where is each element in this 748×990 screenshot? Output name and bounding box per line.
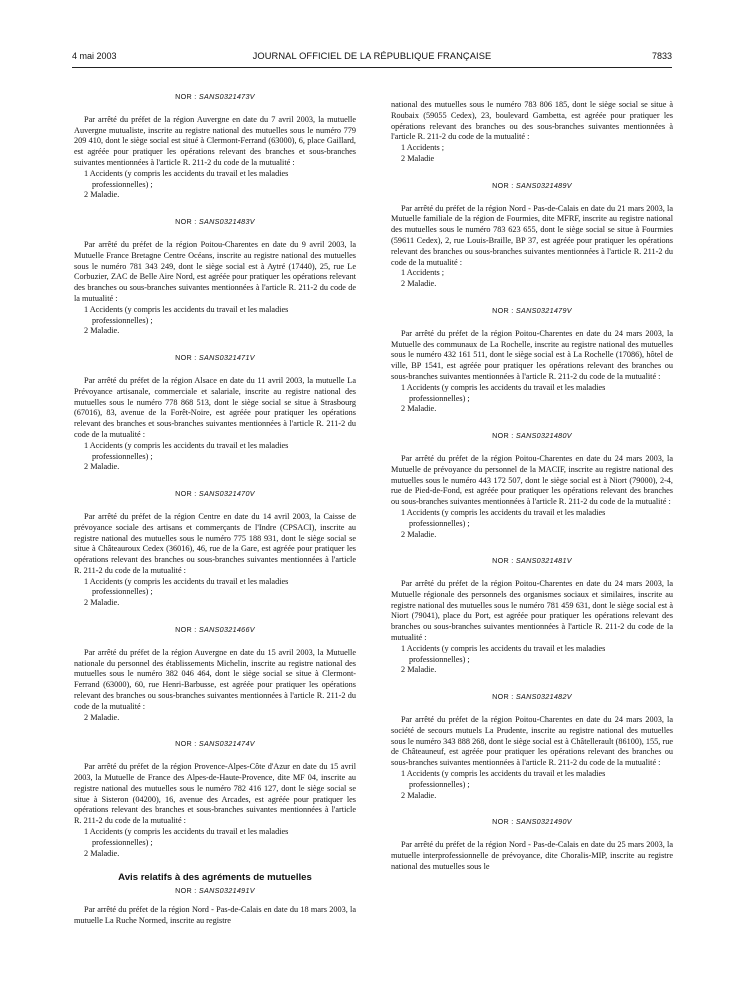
notice-text: Par arrêté du préfet de la région Poitou-Charentes en date du 24 mars 2003, la société de secours mutuels La Prudente, inscrite au registre national des mutuelles sous le numéro 343 888 268, dont le siège social est à Châtellerault (86100), 155, rue de Châteauneuf, est agréée pour pratiquer les opérations relevant des branches ou sous-branches suivantes mentionnées à l'article R. 211-2 du code de la mutualité : [391, 715, 673, 768]
list-item: professionnelles) ; [409, 518, 470, 528]
notice [74, 92, 356, 201]
list-item: professionnelles) ; [92, 451, 153, 461]
list-item: 1 Accidents ; [401, 268, 445, 278]
notice [391, 306, 673, 415]
notice [391, 817, 673, 872]
nor-reference: NOR : SANS0321482V [492, 692, 572, 702]
list-item: 1 Accidents (y compris les accidents du travail et les maladies [401, 382, 606, 392]
list-item: 1 Accidents (y compris les accidents du travail et les maladies [84, 304, 289, 314]
list-item: 2 Maladie. [401, 404, 437, 414]
notice-text: Par arrêté du préfet de la région Poitou-Charentes en date du 24 mars 2003, la Mutuelle des communaux de La Rochelle, inscrite au registre national des mutuelles sous le numéro 432 161 511, dont le siège social est à La Rochelle (17086), hôtel de ville, BP 1541, est agréée pour pratiquer les opérations relevant des branches ou sous-branches suivantes mentionnées à l'article R. 211-2 du code de la mutualité : [391, 328, 673, 381]
list-item: 2 Maladie. [84, 848, 120, 858]
notice-text: Par arrêté du préfet de la région Poitou-Charentes en date du 9 avril 2003, la Mutuelle France Bretagne Centre Océans, inscrite au registre national des mutuelles sous le numéro 781 343 249, dont le siège social est à Aytré (17440), 25, rue Le Corbuzier, ZAC de Belle Aire Nord, est agréée pour pratiquer les opérations relevant des branches ou sous-branches suivantes mentionnées à l'article R. 211-2 du code de la mutualité : [74, 239, 356, 303]
notice [74, 739, 356, 859]
list-item: 1 Accidents (y compris les accidents du travail et les maladies [401, 643, 606, 653]
notice-continuation [391, 100, 673, 165]
nor-reference: NOR : SANS0321471V [175, 353, 255, 363]
notice-text: Par arrêté du préfet de la région Provence-Alpes-Côte d'Azur en date du 15 avril 2003, la Mutuelle de France des Alpes-de-Haute-Provence, dite MF 04, inscrite au registre national des mutuelles sous le numéro 782 416 127, dont le siège social se situe à Sisteron (04200), 16, avenue des Arcades, est agréée pour pratiquer les opérations relevant des branches et sous-branches suivantes mentionnées à l'article R. 211-2 du code de la mutualité : [74, 762, 356, 826]
nor-reference: NOR : SANS0321483V [175, 217, 255, 227]
notice [74, 217, 356, 337]
list-item: 2 Maladie. [401, 790, 437, 800]
nor-reference: NOR : SANS0321489V [492, 180, 572, 190]
list-item: 1 Accidents (y compris les accidents du travail et les maladies [84, 168, 289, 178]
nor-reference: NOR : SANS0321491V [175, 886, 255, 896]
nor-reference: NOR : SANS0321480V [492, 431, 572, 441]
list-item: professionnelles) ; [409, 393, 470, 403]
list-item: 2 Maladie. [84, 712, 120, 722]
issue-date: 4 mai 2003 [72, 51, 117, 61]
notice [74, 489, 356, 609]
list-item: 2 Maladie. [84, 326, 120, 336]
list-item: professionnelles) ; [409, 654, 470, 664]
left-column [74, 92, 356, 927]
nor-reference: NOR : SANS0321479V [492, 305, 572, 315]
list-item: 1 Accidents (y compris les accidents du travail et les maladies [401, 769, 606, 779]
notice-text: Par arrêté du préfet de la région Auvergne en date du 15 avril 2003, la Mutuelle nationale du personnel des établissements Michelin, inscrite au registre national des mutuelles sous le numéro 382 046 464, dont le siège social se situe à Clermont-Ferrand (63000), 60, rue Henri-Barbusse, est agréée pour pratiquer les opérations relevant des branches ou sous-branches suivantes mentionnées à l'article R. 211-2 du code de la mutualité : [74, 647, 356, 711]
nor-reference: NOR : SANS0321470V [175, 489, 255, 499]
list-item: 1 Accidents (y compris les accidents du travail et les maladies [401, 507, 606, 517]
section-title: Avis relatifs à des agréments de mutuelles [118, 872, 312, 884]
list-item: professionnelles) ; [92, 837, 153, 847]
nor-reference: NOR : SANS0321474V [175, 739, 255, 749]
notice [391, 181, 673, 290]
nor-reference: NOR : SANS0321466V [175, 625, 255, 635]
notice-text: Par arrêté du préfet de la région Poitou-Charentes en date du 24 mars 2003, la Mutuelle régionale des personnels des organismes sociaux et similaires, inscrite au registre national des mutuelles sous le numéro 781 459 631, dont le siège social est à Niort (79041), place du Port, est agréée pour pratiquer les opérations relevant des branches ou sous-branches suivantes mentionnées à l'article R. 211-2 du code de la mutualité : [391, 579, 673, 643]
notice [74, 625, 356, 723]
header-rule [72, 67, 672, 68]
list-item: professionnelles) ; [92, 315, 153, 325]
notice-text: Par arrêté du préfet de la région Poitou-Charentes en date du 24 mars 2003, la Mutuelle de prévoyance du personnel de la MACIF, inscrite au registre national des mutuelles sous le numéro 443 172 507, dont le siège social est à Niort (79000), 2-4, rue de Pied-de-Fond, est agréée pour pratiquer les opérations relevant des branches ou sous-branches suivantes mentionnées à l'article R. 211-2 du code de la mutualité : [391, 453, 673, 507]
nor-reference: NOR : SANS0321490V [492, 817, 572, 827]
notice [391, 692, 673, 801]
list-item: 1 Accidents ; [401, 143, 445, 153]
list-item: 2 Maladie. [84, 598, 120, 608]
list-item: 2 Maladie. [84, 190, 120, 200]
list-item: 2 Maladie. [84, 462, 120, 472]
notice-text: Par arrêté du préfet de la région Alsace en date du 11 avril 2003, la mutuelle La Prévoyance artisanale, commerciale et salariale, inscrite au registre national des mutuelles sous le numéro 778 868 513, dont le siège social se situe à Strasbourg (67016), 83, avenue de la Forêt-Noire, est agréée pour pratiquer les opérations relevant des branches et sous-branches suivantes mentionnées à l'article R. 211-2 du code de la mutualité : [74, 375, 356, 439]
notice-text: national des mutuelles sous le numéro 783 806 185, dont le siège social se situe à Roubaix (59055 Cedex), 23, boulevard Gambetta, est agréée pour pratiquer les opérations relevant des branches ou des sous-branches suivantes mentionnées à l'article R. 211-2 du code de la mutualité : [391, 100, 673, 142]
list-item: 2 Maladie. [401, 665, 437, 675]
list-item: 2 Maladie [401, 153, 435, 163]
notice [74, 353, 356, 473]
notice-text: Par arrêté du préfet de la région Nord - Pas-de-Calais en date du 21 mars 2003, la Mutuelle familiale de la région de Fourmies, dite MFRF, inscrite au registre national des mutuelles sous le numéro 783 623 655, dont le siège social se situe à Fourmies (59611 Cedex), 2, rue Louis-Braille, BP 37, est agréée pour pratiquer les opérations relevant des branches ou sous-branches suivantes mentionnées à l'article R. 211-2 du code de la mutualité : [391, 203, 673, 267]
journal-title: JOURNAL OFFICIEL DE LA RÉPUBLIQUE FRANÇAISE [252, 51, 492, 61]
notice-text: Par arrêté du préfet de la région Centre en date du 14 avril 2003, la Caisse de prévoyance sociale des artisans et commerçants de l'Indre (CPSACI), inscrite au registre national des mutuelles sous le numéro 775 188 931, dont le siège social se situe à Châteauroux Cedex (36016), 46, rue de la Gare, est agréée pour pratiquer les opérations relevant des branches ou sous-branches suivantes mentionnées à l'article R. 211-2 du code de la mutualité : [74, 511, 356, 575]
list-item: 1 Accidents (y compris les accidents du travail et les maladies [84, 576, 289, 586]
right-column [391, 100, 673, 873]
list-item: professionnelles) ; [92, 587, 153, 597]
nor-reference: NOR : SANS0321481V [492, 556, 572, 566]
notice-text: Par arrêté du préfet de la région Auvergne en date du 7 avril 2003, la mutuelle Auvergne mutualiste, inscrite au registre national des mutuelles sous le numéro 779 209 410, dont le siège social est situé à Clermont-Ferrand (63000), 6, place Gaillard, est agréée pour pratiquer les opérations relevant des branches et sous-branches suivantes mentionnées à l'article R. 211-2 du code de la mutualité : [74, 114, 356, 167]
notice-text: Par arrêté du préfet de la région Nord - Pas-de-Calais en date du 18 mars 2003, la mutuelle La Ruche Normed, inscrite au registre [74, 905, 356, 925]
nor-reference: NOR : SANS0321473V [175, 92, 255, 101]
page-number: 7833 [651, 51, 672, 61]
notice [391, 556, 673, 676]
notice [391, 431, 673, 540]
notice-text: Par arrêté du préfet de la région Nord - Pas-de-Calais en date du 25 mars 2003, la mutuelle interprofessionnelle de prévoyance, dite Choralis-MIP, inscrite au registre national des mutuelles sous le [391, 840, 673, 871]
list-item: 2 Maladie. [401, 279, 437, 289]
page-header [72, 51, 672, 65]
list-item: 1 Accidents (y compris les accidents du travail et les maladies [84, 440, 289, 450]
list-item: professionnelles) ; [409, 779, 470, 789]
list-item: 2 Maladie. [401, 529, 437, 539]
list-item: professionnelles) ; [92, 179, 153, 189]
list-item: 1 Accidents (y compris les accidents du travail et les maladies [84, 827, 289, 837]
